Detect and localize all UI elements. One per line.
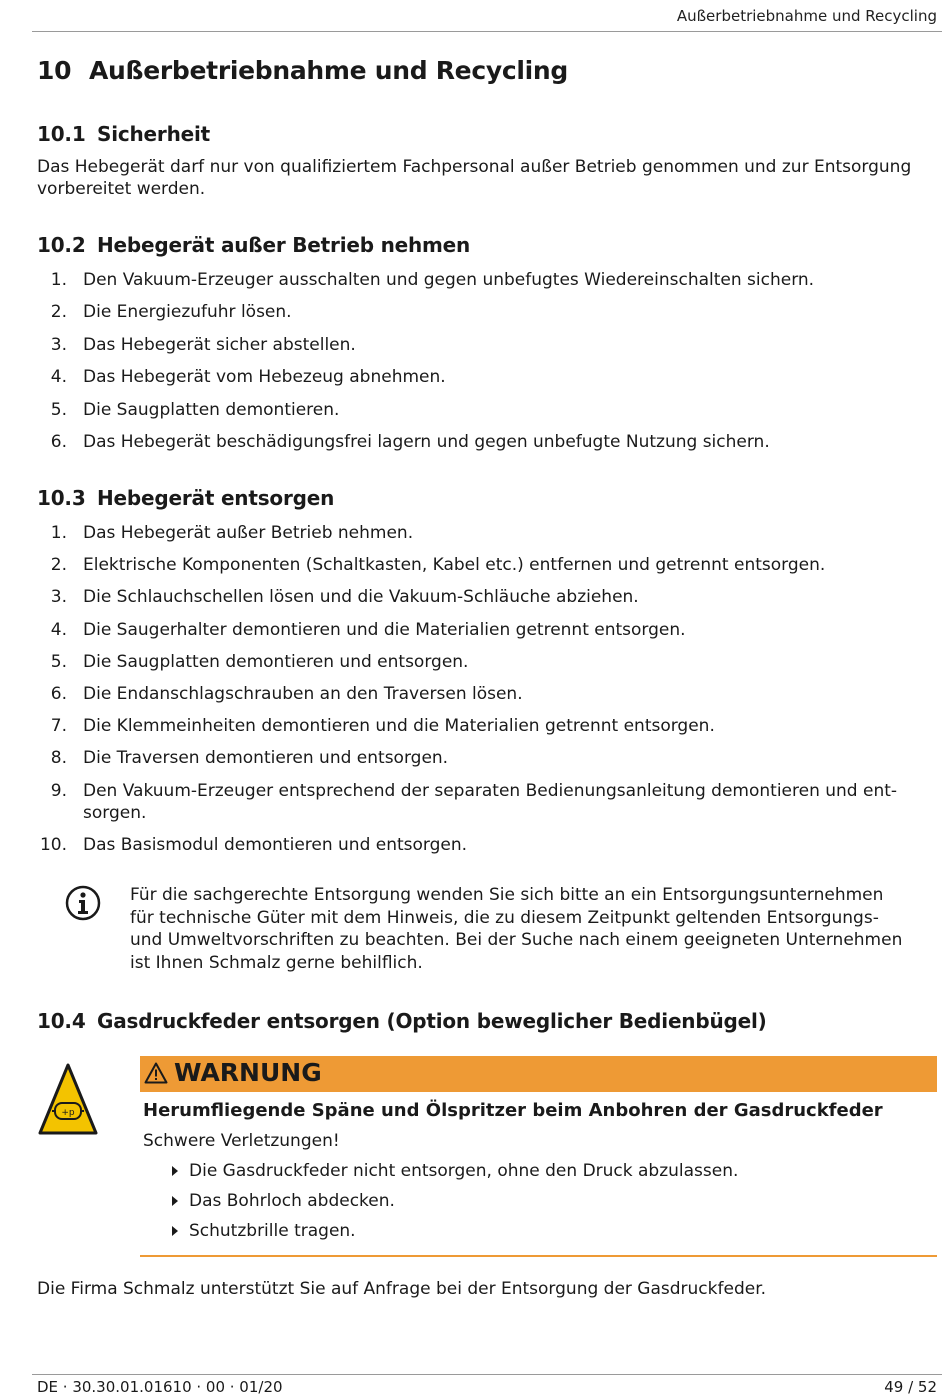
safety-paragraph: Das Hebegerät darf nur von qualifiziertem Fachpersonal außer Betrieb genommen und zur Entsorgung vorbereitet werden. (37, 157, 912, 199)
section-number: 10.2 (37, 233, 86, 257)
section-title: Sicherheit (97, 122, 211, 146)
safety-measures (170, 1160, 738, 1250)
list-item: Schutzbrille tragen. (170, 1220, 738, 1250)
section-heading-10-3 (37, 486, 334, 510)
warning-bottom-rule (140, 1255, 937, 1257)
running-header: Außerbetriebnahme und Recycling (676, 7, 937, 25)
list-item: 3. Das Hebegerät sicher abstellen. (50, 334, 356, 355)
signal-word: WARNUNG (174, 1058, 322, 1087)
hazard-title: Herumfliegende Späne und Ölspritzer beim Anbohren der Gasdruckfeder (143, 1100, 883, 1121)
list-item: 4. Das Hebegerät vom Hebezeug abnehmen. (50, 367, 446, 388)
header-rule (32, 31, 942, 32)
hazard-consequence: Schwere Verletzungen! (143, 1131, 340, 1151)
section-number: 10.3 (37, 486, 86, 510)
list-item: 2. Elektrische Komponenten (Schaltkasten, Kabel etc.) entfernen und getrennt entsorgen. (50, 555, 826, 576)
footer-rule (32, 1374, 942, 1375)
list-item: 9. Den Vakuum-Erzeuger entsprechend der separaten Bedienungsanleitung demontieren und ent-sorgen. (50, 780, 898, 823)
chapter-title: Außerbetriebnahme und Recycling (89, 56, 569, 85)
list-item: 10. Das Basismodul demontieren und entsorgen. (39, 834, 468, 855)
pressure-hazard-sign-icon (38, 1063, 98, 1137)
info-note: Für die sachgerechte Entsorgung wenden Sie sich bitte an ein Entsorgungsunternehmen für technische Güter mit dem Hinweis, die zu diesem Zeitpunkt geltenden Entsorgungs- und Umweltvorschriften zu beachten. Bei der Suche nach einem geeigneten Unternehmen ist Ihnen Schmalz gerne behilflich. (130, 885, 903, 973)
list-item: Die Gasdruckfeder nicht entsorgen, ohne den Druck abzulassen. (170, 1160, 738, 1190)
list-item: 5. Die Saugplatten demontieren und entsorgen. (50, 651, 469, 672)
warning-banner (140, 1056, 937, 1092)
list-item: 6. Die Endanschlagschrauben an den Traversen lösen. (50, 683, 523, 704)
list-item: 5. Die Saugplatten demontieren. (50, 399, 340, 420)
section-heading-10-4 (37, 1009, 767, 1033)
sign-label: +p (61, 1108, 75, 1118)
document-id: DE · 30.30.01.01610 · 00 · 01/20 (37, 1378, 283, 1396)
list-item: 6. Das Hebegerät beschädigungsfrei lagern und gegen unbefugte Nutzung sichern. (50, 431, 770, 452)
arrow-right-icon (172, 1166, 178, 1176)
list-item: 1. Den Vakuum-Erzeuger ausschalten und gegen unbefugtes Wiedereinschalten sichern. (50, 270, 815, 290)
list-item: 4. Die Saugerhalter demontieren und die Materialien getrennt entsorgen. (50, 619, 686, 640)
shutdown-steps (37, 269, 907, 463)
section-heading-10-2 (37, 233, 470, 257)
list-item: 2. Die Energiezufuhr lösen. (50, 302, 292, 323)
info-icon (65, 885, 101, 921)
list-item: Das Bohrloch abdecken. (170, 1190, 738, 1220)
arrow-right-icon (172, 1196, 178, 1206)
section-title: Gasdruckfeder entsorgen (Option beweglicher Bedienbügel) (97, 1009, 767, 1033)
section-heading-10-1 (37, 122, 210, 146)
disposal-steps (37, 522, 907, 866)
list-item: 8. Die Traversen demontieren und entsorgen. (50, 748, 449, 769)
section-title: Hebegerät entsorgen (97, 486, 335, 510)
chapter-number: 10 (37, 56, 72, 85)
list-item: 3. Die Schlauchschellen lösen und die Vakuum-Schläuche abziehen. (50, 587, 639, 608)
page-number: 49 / 52 (884, 1378, 937, 1396)
list-item: 7. Die Klemmeinheiten demontieren und die Materialien getrennt entsorgen. (50, 716, 715, 737)
section-title: Hebegerät außer Betrieb nehmen (97, 233, 471, 257)
closing-paragraph: Die Firma Schmalz unterstützt Sie auf Anfrage bei der Entsorgung der Gasdruckfeder. (37, 1279, 767, 1299)
warning-triangle-icon (144, 1062, 168, 1084)
chapter-heading (37, 56, 568, 85)
list-item: 1. Das Hebegerät außer Betrieb nehmen. (50, 523, 414, 543)
section-number: 10.1 (37, 122, 86, 146)
arrow-right-icon (172, 1226, 178, 1236)
section-number: 10.4 (37, 1009, 86, 1033)
